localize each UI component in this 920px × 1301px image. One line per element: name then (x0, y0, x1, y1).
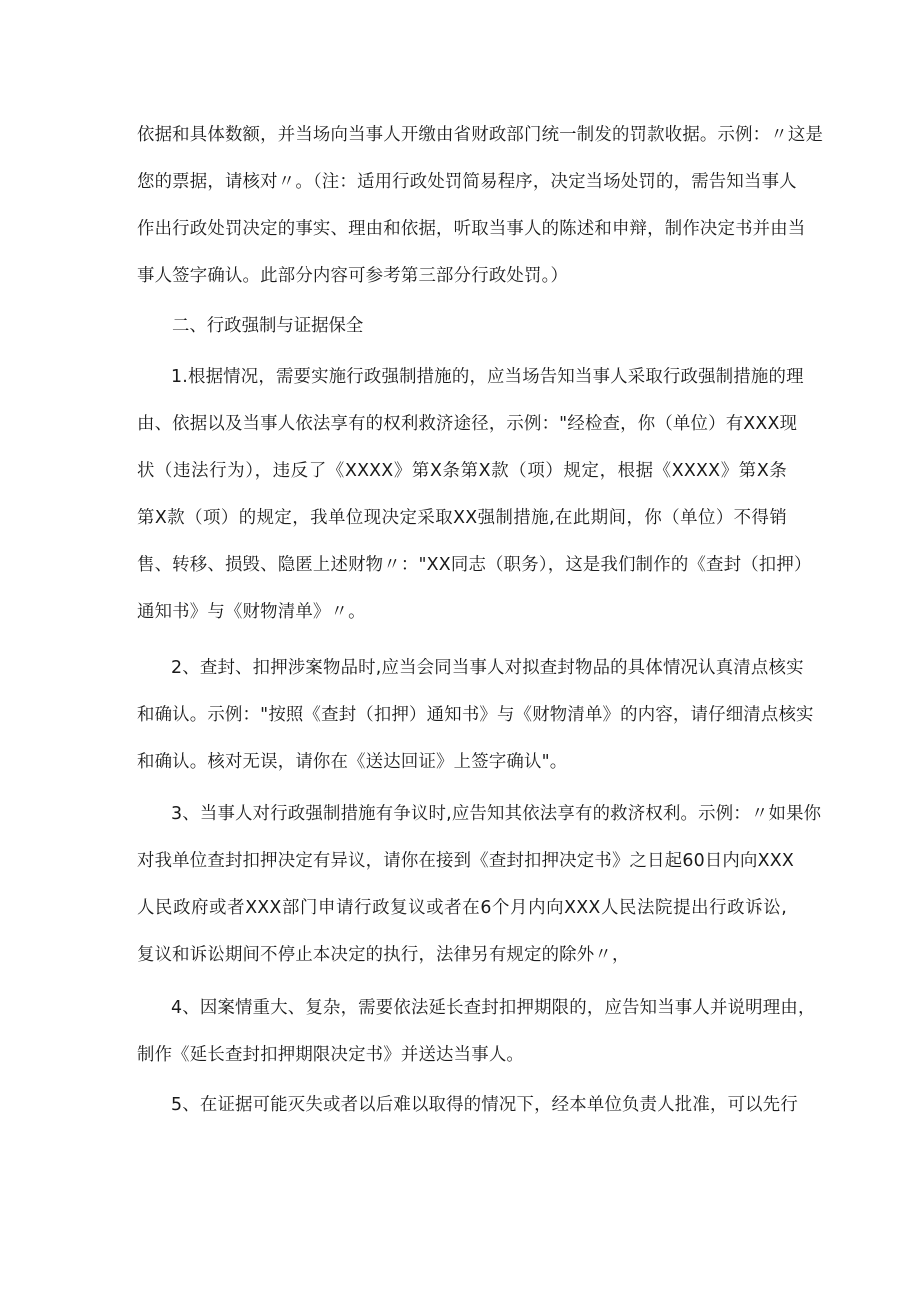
text-line: 和确认。核对无误，请你在《送达回证》上签字确认"。 (137, 752, 568, 772)
paragraph-penalty-receipt (137, 112, 824, 300)
text-line: 作出行政处罚决定的事实、理由和依据，听取当事人的陈述和申辩，制作决定书并由当 (137, 219, 806, 239)
text-line: 制作《延长查封扣押期限决定书》并送达当事人。 (137, 1045, 524, 1065)
text-line: 人民政府或者XXX部门申请行政复议或者在6个月内向XXX人民法院提出行政诉讼, (137, 898, 787, 918)
text-line: 2、查封、扣押涉案物品时,应当会同当事人对拟查封物品的具体情况认真清点核实 (171, 658, 804, 678)
text-line: 5、在证据可能灭失或者以后难以取得的情况下，经本单位负责人批准，可以先行 (171, 1095, 798, 1115)
text-line: 和确认。示例："按照《查封（扣押）通知书》与《财物清单》的内容，请仔细清点核实 (137, 705, 814, 725)
text-line: 由、依据以及当事人依法享有的权利救济途径，示例："经检查，你（单位）有XXX现 (137, 414, 798, 434)
text-line: 对我单位查封扣押决定有异议，请你在接到《查封扣押决定书》之日起60日内向XXX (137, 851, 794, 871)
text-line: 您的票据，请核对〃。（注：适用行政处罚简易程序，决定当场处罚的，需告知当事人 (137, 172, 797, 192)
paragraph-remedy-rights (137, 791, 822, 979)
paragraph-extension (137, 985, 816, 1079)
section-heading: 二、行政强制与证据保全 (172, 316, 364, 336)
text-line: 1.根据情况，需要实施行政强制措施的，应当场告知当事人采取行政强制措施的理 (171, 367, 804, 387)
paragraph-enforcement-measures (137, 354, 812, 636)
paragraph-evidence-preservation (137, 1082, 798, 1129)
text-line: 3、当事人对行政强制措施有争议时,应告知其依法享有的救济权利。示例：〃如果你 (171, 804, 822, 824)
text-line: 依据和具体数额，并当场向当事人开缴由省财政部门统一制发的罚款收据。示例：〃这是 (137, 125, 824, 145)
text-line: 第X款（项）的规定，我单位现决定采取XX强制措施,在此期间，你（单位）不得销 (137, 508, 787, 528)
text-line: 状（违法行为），违反了《XXXX》第X条第X款（项）规定，根据《XXXX》第X条 (137, 461, 787, 481)
text-line: 通知书》与《财物清单》〃。 (137, 602, 366, 622)
text-line: 4、因案情重大、复杂，需要依法延长查封扣押期限的，应告知当事人并说明理由， (171, 998, 816, 1018)
text-line: 事人签字确认。此部分内容可参考第三部分行政处罚。） (137, 266, 569, 286)
paragraph-seizure-inventory (137, 645, 814, 786)
text-line: 复议和诉讼期间不停止本决定的执行，法律另有规定的除外〃， (137, 945, 630, 965)
text-line: 售、转移、损毁、隐匿上述财物〃："XX同志（职务），这是我们制作的《查封（扣押） (137, 555, 812, 575)
